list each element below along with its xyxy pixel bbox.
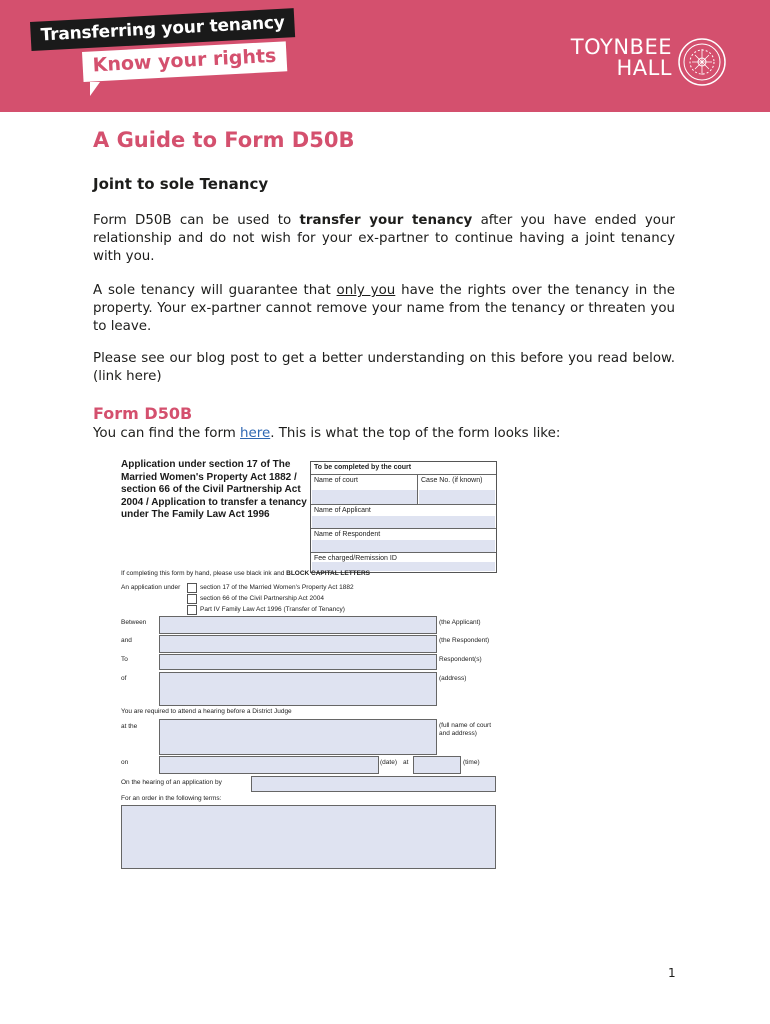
- application-under-label: An application under: [121, 584, 181, 591]
- case-no-label: Case No. (if known): [421, 477, 483, 484]
- respondents-field[interactable]: [159, 654, 437, 670]
- instruction-text: If completing this form by hand, please use black ink and: [121, 570, 287, 577]
- form-here-link[interactable]: here: [240, 426, 271, 441]
- option-part-iv: Part IV Family Law Act 1996 (Transfer of Tenancy): [200, 606, 345, 613]
- at-the-label: at the: [121, 723, 138, 730]
- of-label: of: [121, 675, 127, 682]
- between-label: Between: [121, 619, 147, 626]
- full-name-court-label: (full name of court and address): [439, 722, 492, 737]
- speech-tail-icon: [90, 82, 100, 96]
- para4-text-end: . This is what the top of the form looks like:: [270, 426, 561, 441]
- para2-text: A sole tenancy will guarantee that: [93, 283, 337, 298]
- para4-text: You can find the form: [93, 426, 241, 441]
- option-section-66: section 66 of the Civil Partnership Act 2004: [200, 595, 324, 602]
- toynbee-hall-seal-icon: [677, 37, 727, 87]
- order-terms-field[interactable]: [121, 805, 496, 869]
- address-label: (address): [439, 675, 467, 682]
- page-title: A Guide to Form D50B: [93, 128, 355, 152]
- court-name-label: Name of court: [314, 477, 358, 484]
- section-heading-form-d50b: Form D50B: [93, 404, 193, 423]
- logo-line-2: HALL: [616, 56, 672, 80]
- instruction-bold: BLOCK CAPITAL LETTERS: [286, 570, 371, 577]
- checkbox-section-17[interactable]: [187, 583, 197, 593]
- paragraph-sole-tenancy: [93, 282, 675, 336]
- form-title: Application under section 17 of The Married Women's Property Act 1882 / section 66 of the Civil Partnership Act 2004 / Application to transfer a tenancy under The Family Law Act 1996: [121, 459, 307, 520]
- address-field[interactable]: [159, 672, 437, 706]
- para1-text-end: after you have ended your relationship and do not wish for your ex-partner to continue having a joint tenancy with you.: [93, 213, 675, 264]
- order-terms-label: For an order in the following terms:: [121, 795, 222, 802]
- respondents-label: Respondent(s): [439, 656, 482, 663]
- checkbox-part-iv[interactable]: [187, 605, 197, 615]
- court-address-field[interactable]: [159, 719, 437, 755]
- date-field[interactable]: [159, 756, 379, 774]
- and-label: and: [121, 637, 132, 644]
- the-respondent-label: (the Respondent): [439, 637, 490, 644]
- on-label: on: [121, 759, 129, 766]
- respondent-field[interactable]: [159, 635, 437, 653]
- time-field[interactable]: [413, 756, 461, 774]
- logo-line-1: TOYNBEE: [570, 35, 672, 59]
- at-label: at: [403, 759, 409, 766]
- to-label: To: [121, 656, 128, 663]
- option-section-17: section 17 of the Married Women's Property Act 1882: [200, 584, 354, 591]
- applicant-field[interactable]: [159, 616, 437, 634]
- header-banner: [0, 0, 770, 112]
- court-header: To be completed by the court: [314, 464, 412, 471]
- date-label: (date): [380, 759, 397, 766]
- banner-tag-subtitle: Know your rights: [82, 41, 287, 82]
- form-d50b-preview: [95, 455, 525, 875]
- para1-bold: transfer your tenancy: [299, 213, 473, 228]
- respondent-name-label: Name of Respondent: [314, 531, 381, 538]
- paragraph-find-form: [93, 425, 560, 443]
- paragraph-intro: [93, 212, 675, 266]
- para2-text-end: have the rights over the tenancy in the property. Your ex-partner cannot remove your name from the tenancy or threaten you to leave.: [93, 283, 676, 334]
- section-heading-joint-to-sole: Joint to sole Tenancy: [93, 175, 269, 193]
- form-instruction: [121, 570, 370, 577]
- para1-text: Form D50B can be used to: [93, 213, 300, 228]
- toynbee-hall-logo: [548, 37, 672, 79]
- court-use-box: [310, 461, 497, 573]
- page-number: 1: [668, 966, 676, 980]
- the-applicant-label: (the Applicant): [439, 619, 481, 626]
- para2-underline: only you: [336, 283, 396, 298]
- banner-tag-title: Transferring your tenancy: [30, 8, 295, 51]
- applicant-hearing-field[interactable]: [251, 776, 496, 792]
- applicant-name-label: Name of Applicant: [314, 507, 371, 514]
- hearing-label: You are required to attend a hearing before a District Judge: [121, 708, 292, 715]
- paragraph-blog: Please see our blog post to get a better understanding on this before you read below. (link here): [93, 351, 675, 384]
- time-label: (time): [463, 759, 480, 766]
- checkbox-section-66[interactable]: [187, 594, 197, 604]
- fee-label: Fee charged/Remission ID: [314, 555, 397, 562]
- on-hearing-label: On the hearing of an application by: [121, 779, 222, 786]
